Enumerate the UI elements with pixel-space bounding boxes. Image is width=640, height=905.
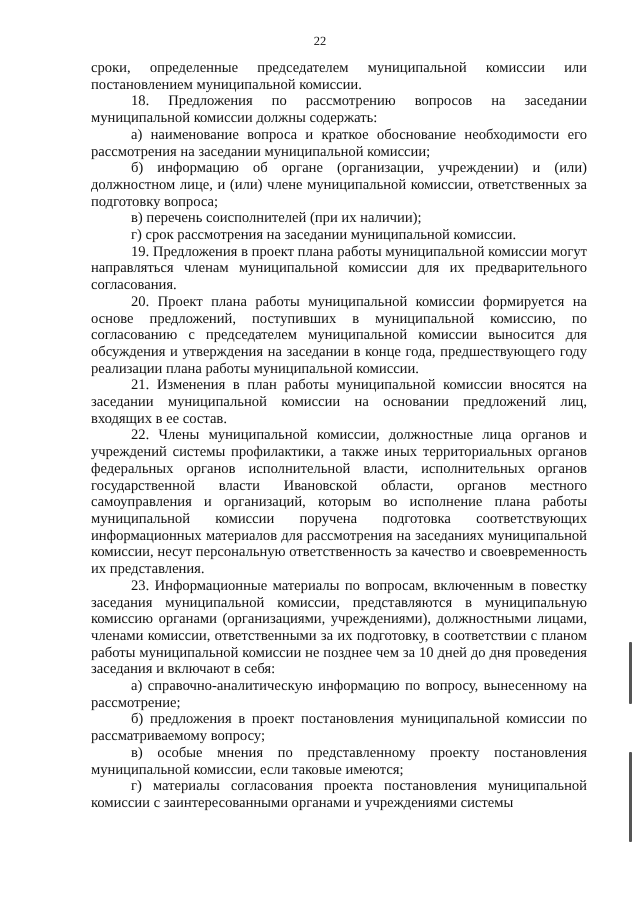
document-body (91, 60, 587, 812)
scan-edge-mark (629, 642, 632, 704)
paragraph-19: 19. Предложения в проект плана работы муниципальной комиссии могут направляться членам муниципальной комиссии для их предварительного согласования. (91, 243, 587, 294)
paragraph-20: 20. Проект плана работы муниципальной комиссии формируется на основе предложений, поступивших в муниципальной комиссию, по согласованию с председателем муниципальной комиссии выносится для обсуждения и утверждения на заседании в конце года, предшествующего году реализации плана работы муниципальной комиссии. (91, 293, 587, 377)
list-item: б) информацию об органе (организации, учреждении) и (или) должностном лице, и (или) члене муниципальной комиссии, ответственных за подготовку вопроса; (91, 160, 587, 210)
list-item: г) материалы согласования проекта постановления муниципальной комиссии с заинтересованными органами и учреждениями системы (91, 778, 587, 811)
scan-edge-mark (629, 752, 632, 842)
paragraph: сроки, определенные председателем муниципальной комиссии или постановлением муниципальной комиссии. (91, 60, 587, 93)
list-item: г) срок рассмотрения на заседании муниципальной комиссии. (131, 227, 517, 244)
list-item: а) справочно-аналитическую информацию по вопросу, вынесенному на рассмотрение; (91, 678, 587, 711)
paragraph-23: 23. Информационные материалы по вопросам, включенным в повестку заседания муниципальной комиссии, представляются в муниципальную комиссию органами (организациями, учреждениями), должностными лицами, членами комиссии, ответственными за их подготовку, в соответствии с планом работы муниципальной комиссии не позднее чем за 10 дней до дня проведения заседания и включают в себя: (91, 577, 587, 678)
paragraph-18: 18. Предложения по рассмотрению вопросов на заседании муниципальной комиссии должны содержать: (91, 93, 587, 127)
list-item: в) перечень соисполнителей (при их наличии); (131, 210, 422, 227)
paragraph-22: 22. Члены муниципальной комиссии, должностные лица органов и учреждений системы профилактики, а также иных территориальных органов федеральных органов исполнительной власти, исполнительных органов государственной власти Ивановской области, органов местного самоуправления и организаций, которым во исполнение плана работы муниципальной комиссии поручена подготовка соответствующих информационных материалов для рассмотрения на заседаниях муниципальной комиссии, несут персональную ответственность за качество и своевременность их представления. (91, 427, 587, 578)
page-number: 22 (313, 34, 327, 48)
list-item: б) предложения в проект постановления муниципальной комиссии по рассматриваемому вопросу; (91, 711, 587, 745)
list-item: в) особые мнения по представленному проекту постановления муниципальной комиссии, если таковые имеются; (91, 744, 587, 778)
paragraph-21: 21. Изменения в план работы муниципальной комиссии вносятся на заседании муниципальной комиссии на основании предложений лиц, входящих в ее состав. (91, 377, 587, 427)
list-item: а) наименование вопроса и краткое обоснование необходимости его рассмотрения на заседании муниципальной комиссии; (91, 126, 587, 160)
